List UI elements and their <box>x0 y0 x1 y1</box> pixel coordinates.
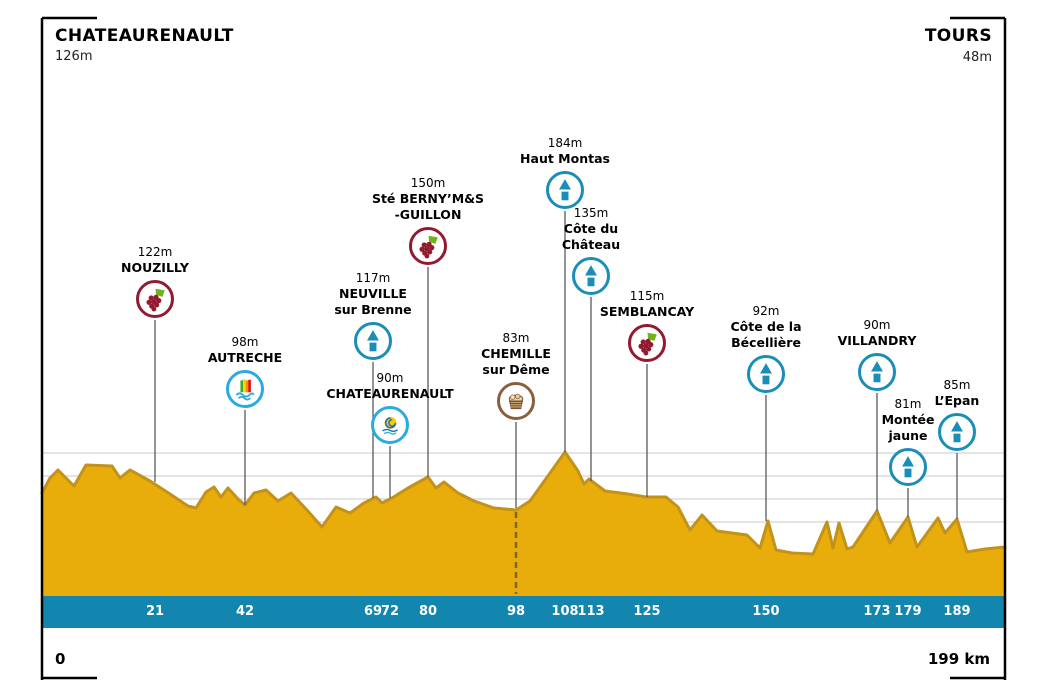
waypoint-elevation: 115m <box>629 289 665 303</box>
axis-end-label: 199 km <box>927 650 990 668</box>
km-tick-label: 72 <box>380 604 400 619</box>
waypoint-name: SEMBLANCAY <box>599 304 695 319</box>
climb-tower-icon <box>889 448 927 486</box>
start-elevation-label: 126m <box>55 49 93 64</box>
climb-tower-icon <box>747 355 785 393</box>
waypoint-name: NEUVILLE <box>339 286 407 301</box>
waypoint-haut-montas <box>490 136 640 209</box>
grapes-icon <box>136 280 174 318</box>
waypoint-name: CHEMILLE <box>481 346 551 361</box>
waypoint-name: Côte de la <box>730 319 802 334</box>
waypoint-name: Côte du <box>563 221 619 236</box>
km-tick-label: 69 <box>363 604 383 619</box>
waypoint-chemille <box>441 331 591 420</box>
waypoint-elevation: 135m <box>573 206 609 220</box>
waypoint-name: Montée <box>881 412 935 427</box>
climb-tower-icon <box>354 322 392 360</box>
km-tick-label: 150 <box>752 604 780 619</box>
km-tick-label: 98 <box>506 604 526 619</box>
waypoint-name: L’Epan <box>934 393 980 408</box>
waypoint-name: NOUZILLY <box>121 260 189 275</box>
waypoint-l-epan <box>882 378 1032 451</box>
grapes-icon <box>409 227 447 265</box>
waypoint-elevation: 85m <box>943 378 971 392</box>
waypoint-name: Haut Montas <box>520 151 610 166</box>
waypoint-elevation: 98m <box>231 335 259 349</box>
waypoint-nouzilly <box>80 245 230 318</box>
waypoint-name: sur Brenne <box>334 302 412 317</box>
castle-flags-icon <box>226 370 264 408</box>
waypoint-elevation: 150m <box>410 176 446 190</box>
axis-start-label: 0 <box>55 650 66 668</box>
waypoint-name: VILLANDRY <box>837 333 917 348</box>
km-tick-label: 42 <box>235 604 255 619</box>
start-city-label: CHATEAURENAULT <box>55 26 234 46</box>
waypoint-co-te-du <box>516 206 666 295</box>
waypoint-name: Bécellière <box>731 335 801 350</box>
waypoint-name: AUTRECHE <box>207 350 283 365</box>
basket-icon <box>497 382 535 420</box>
km-tick-label: 21 <box>145 604 165 619</box>
waypoint-elevation: 122m <box>137 245 173 259</box>
waypoint-elevation: 81m <box>894 397 922 411</box>
waypoint-elevation: 117m <box>355 271 391 285</box>
climb-tower-icon <box>546 171 584 209</box>
waypoint-elevation: 90m <box>376 371 404 385</box>
km-tick-label: 179 <box>894 604 922 619</box>
grapes-icon <box>628 324 666 362</box>
km-tick-label: 173 <box>863 604 891 619</box>
climb-tower-icon <box>938 413 976 451</box>
waypoint-name: jaune <box>888 428 928 443</box>
km-tick-label: 125 <box>633 604 661 619</box>
finish-elevation-label: 48m <box>962 50 992 65</box>
km-tick-label: 80 <box>418 604 438 619</box>
km-tick-label: 108 <box>551 604 579 619</box>
finish-city-label: TOURS <box>924 26 992 46</box>
waypoint-name: sur Dême <box>482 362 550 377</box>
waypoint-name: -GUILLON <box>394 207 462 222</box>
waypoint-name: Château <box>561 237 621 252</box>
waypoint-elevation: 184m <box>547 136 583 150</box>
waypoint-name: Sté BERNY’M&S <box>371 191 485 206</box>
waypoint-elevation: 83m <box>502 331 530 345</box>
km-tick-label: 113 <box>577 604 605 619</box>
swirl-logo-icon <box>371 406 409 444</box>
km-tick-label: 189 <box>943 604 971 619</box>
waypoint-neuville <box>298 271 448 360</box>
waypoint-name: CHATEAURENAULT <box>326 386 454 401</box>
waypoint-elevation: 92m <box>752 304 780 318</box>
waypoint-elevation: 90m <box>863 318 891 332</box>
waypoint-ste-berny-m-s <box>353 176 503 265</box>
